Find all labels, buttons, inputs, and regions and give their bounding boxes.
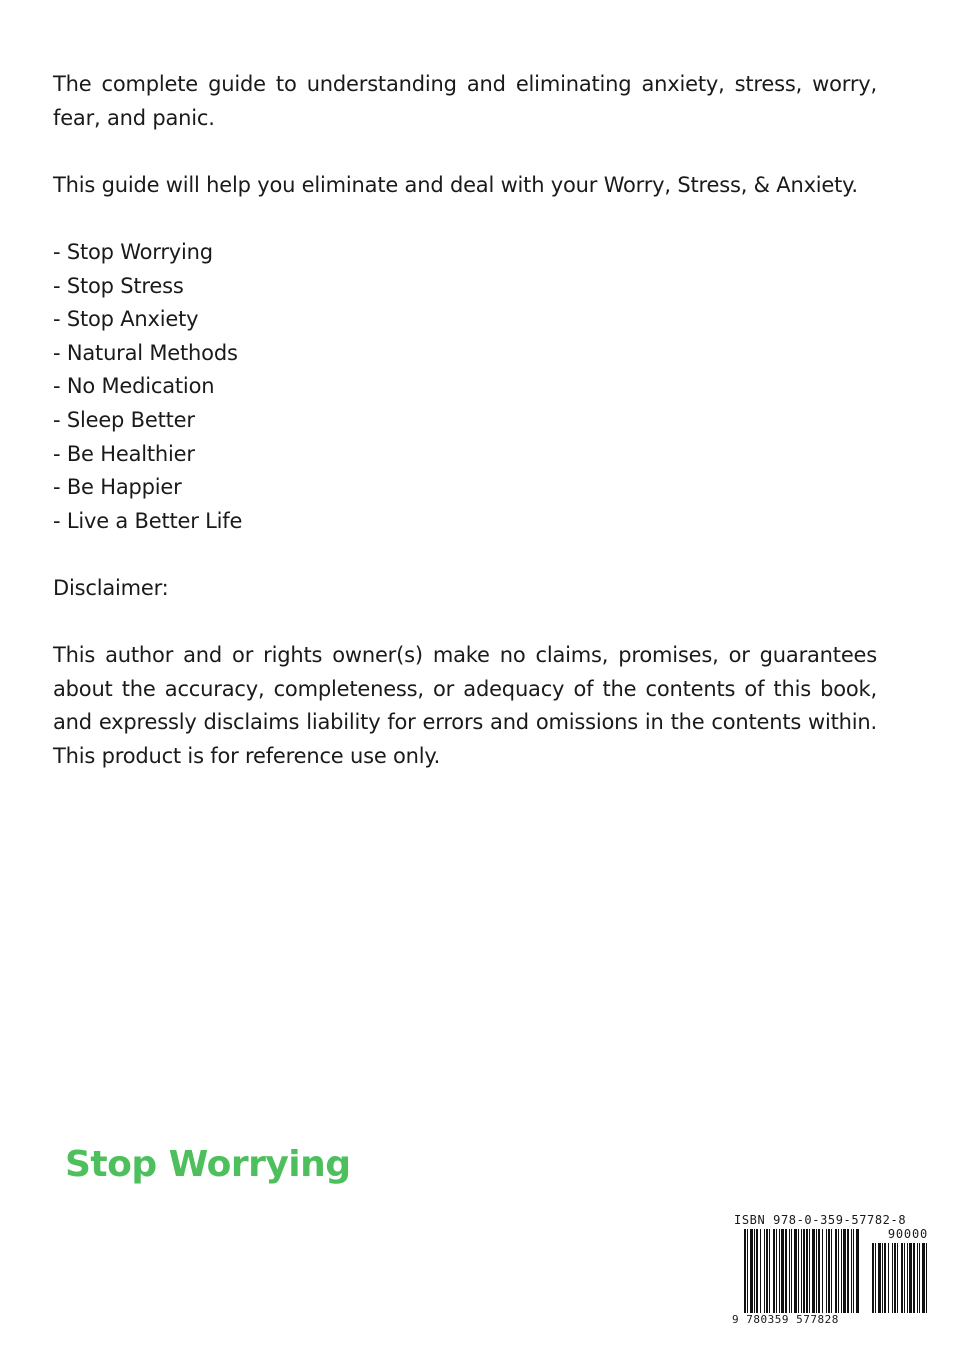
barcode-bar [872, 1243, 874, 1313]
barcode-bar [907, 1243, 908, 1313]
disclaimer-body: This author and or rights owner(s) make no claims, promises, or guarantees about the accuracy, completeness, or adequacy of the contents of this book, and expressly disclaims liability for errors and omissions in the contents within. This product is for reference use only. [53, 643, 877, 768]
barcode-bar [756, 1229, 758, 1313]
barcode-bar [922, 1243, 925, 1313]
barcode-bar [794, 1229, 797, 1313]
barcode-bar [828, 1229, 830, 1313]
barcode-bar [798, 1229, 799, 1313]
list-item: - Stop Anxiety [53, 307, 199, 332]
barcode-bar [744, 1229, 746, 1313]
benefits-list [53, 236, 877, 538]
list-item: - Stop Stress [53, 273, 184, 298]
list-item: - Be Healthier [53, 441, 195, 466]
barcode-bar [812, 1229, 815, 1313]
barcode-bar [754, 1229, 755, 1313]
barcode-digits: 9 780359 577828 [732, 1313, 839, 1326]
barcode-bar [822, 1229, 823, 1313]
barcode-bar [781, 1229, 784, 1313]
isbn-barcode [732, 1213, 930, 1329]
barcode-bar [760, 1229, 761, 1313]
brand-title: Stop Worrying [65, 1144, 351, 1185]
barcode-bar [766, 1229, 768, 1313]
barcode-bar [901, 1243, 903, 1313]
spacer [53, 538, 877, 572]
barcode-bar [926, 1243, 927, 1313]
barcode-bar [776, 1229, 777, 1313]
barcode-bar [904, 1243, 905, 1313]
barcode-bar [803, 1229, 805, 1313]
barcode-bar [826, 1229, 827, 1313]
barcode-bar [747, 1229, 748, 1313]
barcode-bar [847, 1229, 849, 1313]
intro-paragraph: The complete guide to understanding and eliminating anxiety, stress, worry, fear, and panic. [53, 72, 877, 130]
barcode-bar [789, 1229, 790, 1313]
barcode-bar [917, 1243, 918, 1313]
isbn-label: ISBN 978-0-359-57782-8 [734, 1213, 907, 1227]
barcode-bar [779, 1229, 780, 1313]
list-item: - Stop Worrying [53, 239, 213, 264]
barcode-bar [750, 1229, 753, 1313]
barcode-bar [818, 1229, 820, 1313]
barcode-bar [856, 1229, 859, 1313]
barcode-bar [897, 1243, 898, 1313]
barcode-bar [919, 1243, 920, 1313]
barcode-bar [773, 1229, 775, 1313]
barcode-bar [853, 1229, 854, 1313]
barcode-bar [884, 1243, 886, 1313]
list-item: - Natural Methods [53, 340, 238, 365]
barcode-bar [841, 1229, 842, 1313]
spacer [53, 202, 877, 236]
spacer [53, 135, 877, 169]
barcode-bar [892, 1243, 893, 1313]
barcode-bar [806, 1229, 808, 1313]
barcode-bar [888, 1243, 889, 1313]
barcode-bar [809, 1229, 810, 1313]
disclaimer-heading: Disclaimer: [53, 575, 169, 600]
barcode-bar [801, 1229, 802, 1313]
barcode-bar [875, 1243, 876, 1313]
barcode-bar [816, 1229, 817, 1313]
price-code: 90000 [887, 1227, 928, 1241]
list-item: - No Medication [53, 374, 215, 399]
spacer [53, 606, 877, 640]
list-item: - Be Happier [53, 475, 182, 500]
barcode-bar [909, 1243, 912, 1313]
barcode-bar [894, 1243, 896, 1313]
barcode-bar [843, 1229, 846, 1313]
list-item: - Sleep Better [53, 407, 195, 432]
barcode-bar [764, 1229, 765, 1313]
barcode-bar [878, 1243, 881, 1313]
barcode-bar [835, 1229, 837, 1313]
barcode-bar [882, 1243, 883, 1313]
barcode-bar [791, 1229, 792, 1313]
description-block [53, 68, 877, 773]
barcode-bar [838, 1229, 839, 1313]
barcode-bar [913, 1243, 915, 1313]
barcode-bar [785, 1229, 787, 1313]
barcode-bar [851, 1229, 852, 1313]
intro-paragraph-secondary: This guide will help you eliminate and deal with your Worry, Stress, & Anxiety. [53, 172, 858, 197]
list-item: - Live a Better Life [53, 508, 243, 533]
barcode-bar [769, 1229, 770, 1313]
barcode-bar [831, 1229, 832, 1313]
